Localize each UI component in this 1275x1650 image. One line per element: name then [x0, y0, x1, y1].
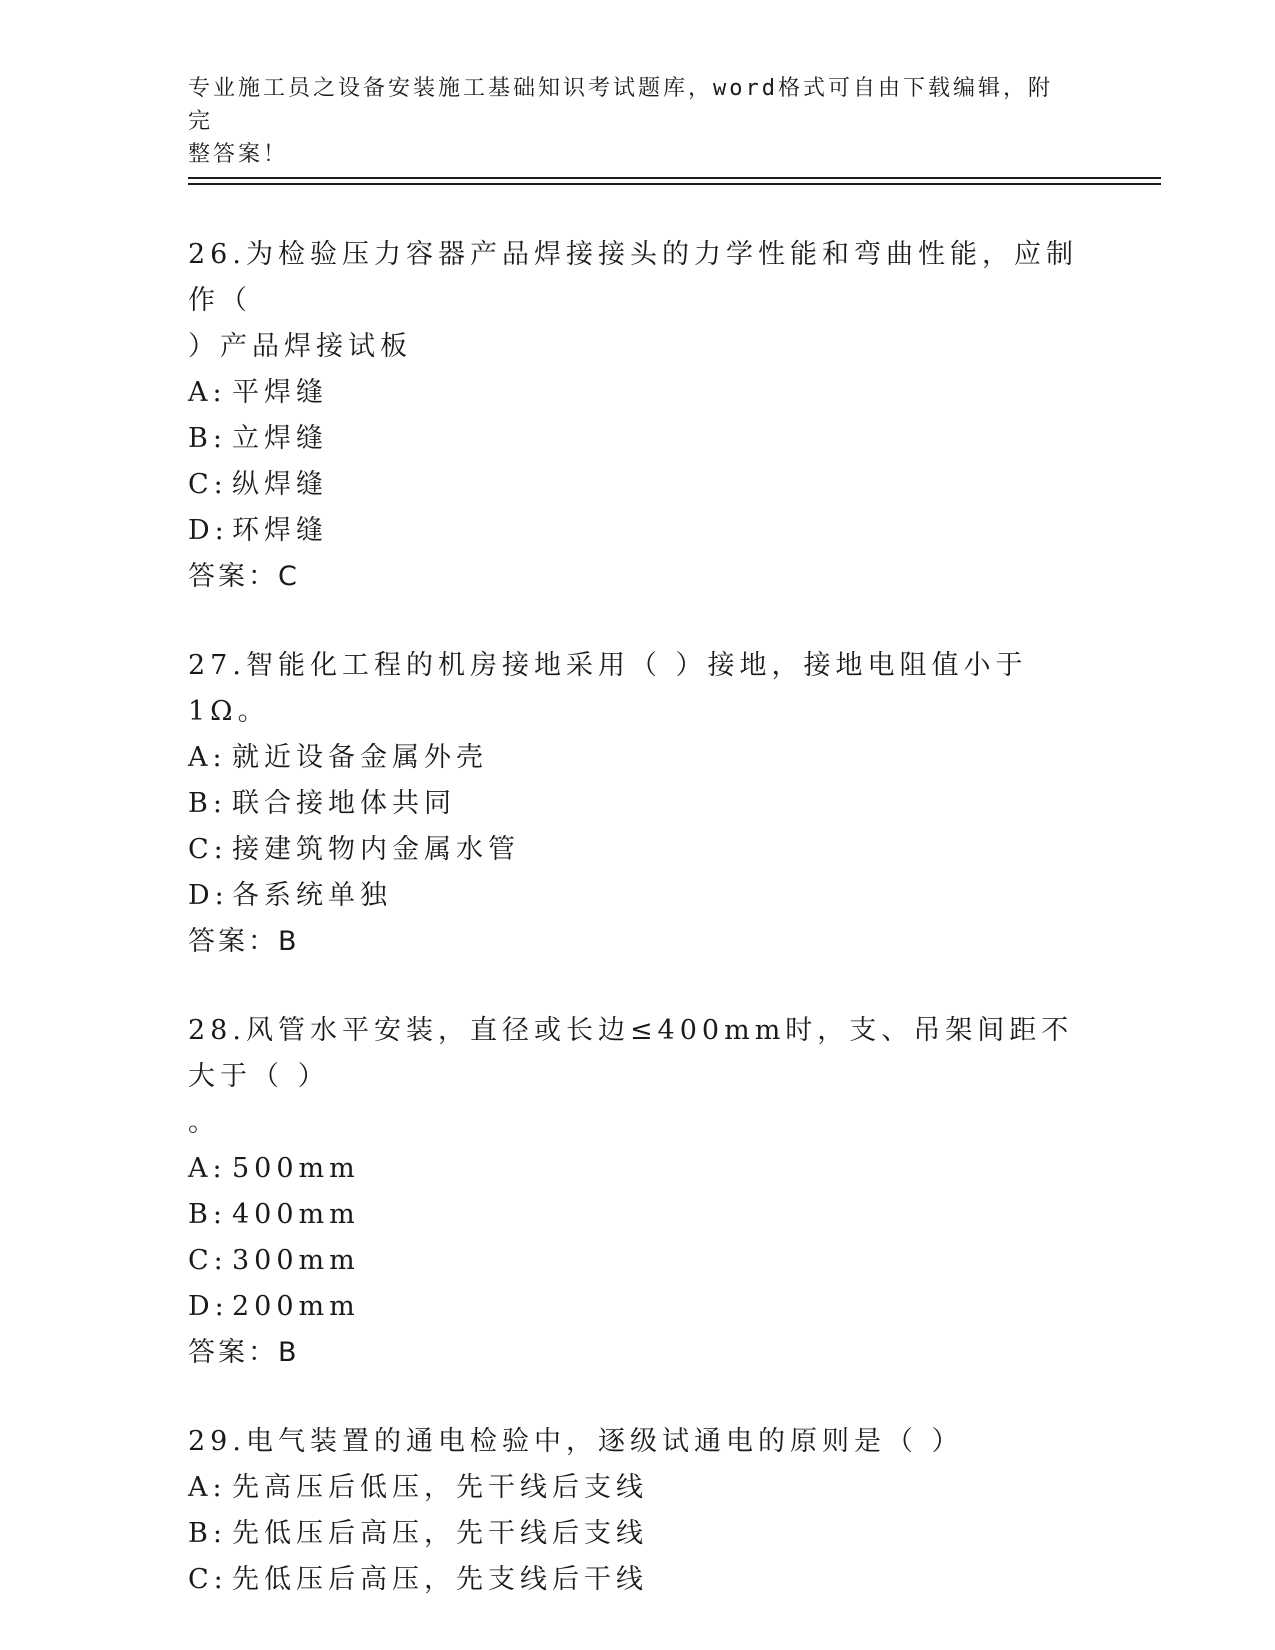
option-a: [188, 735, 1088, 781]
question-stem: 29.电气装置的通电检验中，逐级试通电的原则是（ ）: [188, 1426, 964, 1457]
question-stem: 28.风管水平安装，直径或长边≤400mm时，支、吊架间距不大于（ ）: [188, 1015, 1074, 1092]
document-header: [188, 72, 1068, 171]
option-text: 300mm: [232, 1245, 360, 1276]
answer-line: 答案：B: [188, 926, 300, 957]
option-b: [188, 781, 1088, 827]
option-text: 就近设备金属外壳: [232, 742, 488, 773]
option-c: [188, 1557, 1088, 1603]
option-c: [188, 827, 1088, 873]
answer-line: 答案：B: [188, 1337, 300, 1368]
option-text: 先低压后高压，先干线后支线: [232, 1518, 648, 1549]
option-b: [188, 1511, 1088, 1557]
option-key: D:: [188, 1291, 229, 1322]
option-text: 立焊缝: [232, 423, 328, 454]
option-key: B:: [188, 1518, 227, 1549]
question-28: [188, 1008, 1088, 1376]
option-key: C:: [188, 1564, 228, 1595]
option-b: [188, 1192, 1088, 1238]
option-key: B:: [188, 1199, 227, 1230]
option-text: 各系统单独: [232, 880, 392, 911]
option-c: [188, 462, 1088, 508]
option-text: 500mm: [232, 1153, 360, 1184]
option-key: D:: [188, 515, 229, 546]
option-text: 先低压后高压，先支线后干线: [232, 1564, 648, 1595]
option-key: A:: [188, 1472, 227, 1503]
option-d: [188, 873, 1088, 919]
option-text: 环焊缝: [232, 515, 328, 546]
option-text: 平焊缝: [232, 377, 328, 408]
question-27: [188, 643, 1088, 965]
option-text: 纵焊缝: [232, 469, 328, 500]
option-d: [188, 508, 1088, 554]
option-text: 联合接地体共同: [232, 788, 456, 819]
option-key: A:: [188, 742, 227, 773]
question-29: [188, 1419, 1088, 1603]
option-c: [188, 1238, 1088, 1284]
answer-line: 答案：C: [188, 561, 300, 592]
header-divider-bottom: [188, 183, 1161, 185]
option-key: A:: [188, 377, 227, 408]
header-line-1: 专业施工员之设备安装施工基础知识考试题库，word格式可自由下载编辑，附完: [188, 76, 1053, 134]
option-key: C:: [188, 1245, 228, 1276]
option-key: D:: [188, 880, 229, 911]
option-text: 400mm: [232, 1199, 360, 1230]
option-b: [188, 416, 1088, 462]
question-stem: 26.为检验压力容器产品焊接接头的力学性能和弯曲性能，应制作（: [188, 239, 1078, 316]
option-key: C:: [188, 834, 228, 865]
question-stem-continued: ）产品焊接试板: [188, 331, 412, 362]
option-d: [188, 1284, 1088, 1330]
option-a: [188, 1465, 1088, 1511]
question-stem: 27.智能化工程的机房接地采用（ ）接地，接地电阻值小于1Ω。: [188, 650, 1028, 727]
option-text: 200mm: [232, 1291, 360, 1322]
question-list: [188, 232, 1088, 1646]
option-text: 先高压后低压，先干线后支线: [232, 1472, 648, 1503]
option-key: A:: [188, 1153, 227, 1184]
option-a: [188, 370, 1088, 416]
option-key: B:: [188, 788, 227, 819]
option-a: [188, 1146, 1088, 1192]
header-line-2: 整答案！: [188, 142, 289, 167]
header-divider-top: [188, 177, 1161, 179]
option-text: 接建筑物内金属水管: [232, 834, 520, 865]
option-key: C:: [188, 469, 228, 500]
question-26: [188, 232, 1088, 600]
question-stem-continued: 。: [188, 1107, 220, 1138]
option-key: B:: [188, 423, 227, 454]
